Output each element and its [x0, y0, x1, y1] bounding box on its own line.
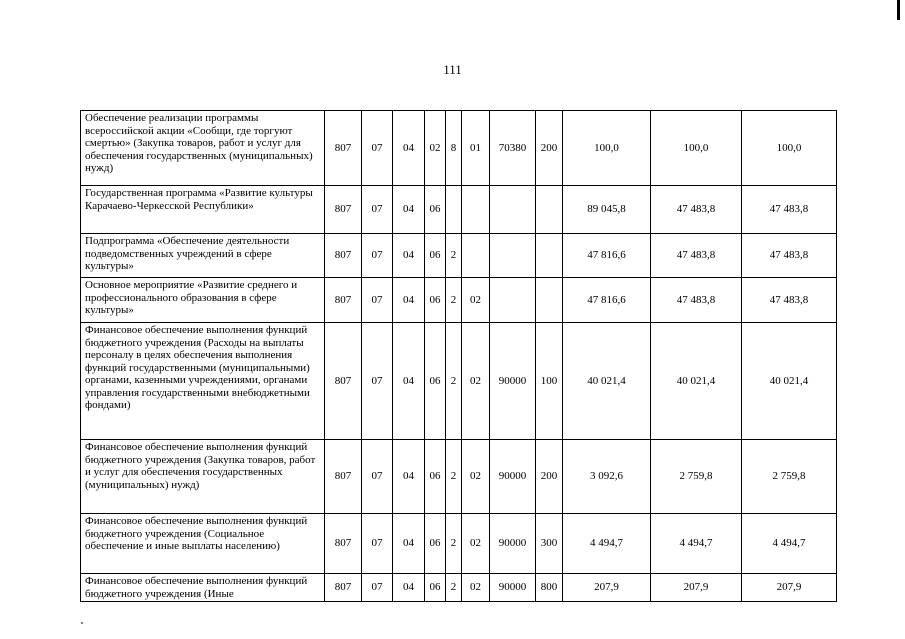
code-direction: 70380 — [490, 111, 536, 186]
code-ministry: 807 — [325, 514, 362, 574]
table-row — [81, 440, 837, 514]
code-main-activity: 01 — [462, 111, 490, 186]
value-year-2: 40 021,4 — [651, 323, 742, 440]
value-year-3: 207,9 — [742, 574, 837, 602]
value-year-3: 47 483,8 — [742, 234, 837, 278]
code-section: 07 — [362, 234, 393, 278]
table-row — [81, 574, 837, 602]
value-year-2: 4 494,7 — [651, 514, 742, 574]
value-year-1: 100,0 — [563, 111, 651, 186]
code-section: 07 — [362, 186, 393, 234]
row-description: Подпрограмма «Обеспечение деятельности подведомственных учреждений в сфере культуры» — [81, 234, 325, 278]
row-description: Основное мероприятие «Развитие среднего и профессионального образования в сфере культуры» — [81, 278, 325, 323]
code-section: 07 — [362, 514, 393, 574]
value-year-2: 100,0 — [651, 111, 742, 186]
code-section: 07 — [362, 111, 393, 186]
row-description: Финансовое обеспечение выполнения функций бюджетного учреждения (Социальное обеспечение и иные выплаты населению) — [81, 514, 325, 574]
code-expense-type — [536, 278, 563, 323]
code-direction — [490, 186, 536, 234]
code-expense-type: 100 — [536, 323, 563, 440]
code-subsection: 04 — [393, 111, 425, 186]
table-row — [81, 111, 837, 186]
scan-dot — [81, 622, 83, 624]
code-ministry: 807 — [325, 574, 362, 602]
code-subprogram: 8 — [446, 111, 462, 186]
code-ministry: 807 — [325, 186, 362, 234]
code-main-activity: 02 — [462, 574, 490, 602]
value-year-2: 47 483,8 — [651, 234, 742, 278]
code-subsection: 04 — [393, 440, 425, 514]
code-subsection: 04 — [393, 323, 425, 440]
table-row — [81, 278, 837, 323]
scan-edge-line — [897, 0, 900, 20]
value-year-1: 207,9 — [563, 574, 651, 602]
code-main-activity: 02 — [462, 514, 490, 574]
value-year-3: 2 759,8 — [742, 440, 837, 514]
code-expense-type — [536, 186, 563, 234]
value-year-1: 40 021,4 — [563, 323, 651, 440]
code-expense-type: 800 — [536, 574, 563, 602]
code-main-activity: 02 — [462, 278, 490, 323]
code-subprogram: 2 — [446, 234, 462, 278]
code-expense-type: 200 — [536, 440, 563, 514]
row-description: Финансовое обеспечение выполнения функций бюджетного учреждения (Закупка товаров, работ и услуг для обеспечения государственных (муниципальных) нужд) — [81, 440, 325, 514]
code-ministry: 807 — [325, 111, 362, 186]
code-subprogram: 2 — [446, 574, 462, 602]
code-section: 07 — [362, 323, 393, 440]
table-row — [81, 514, 837, 574]
code-subprogram: 2 — [446, 440, 462, 514]
code-ministry: 807 — [325, 278, 362, 323]
value-year-1: 3 092,6 — [563, 440, 651, 514]
code-direction: 90000 — [490, 514, 536, 574]
value-year-1: 89 045,8 — [563, 186, 651, 234]
code-subprogram — [446, 186, 462, 234]
code-subsection: 04 — [393, 234, 425, 278]
value-year-2: 207,9 — [651, 574, 742, 602]
value-year-2: 47 483,8 — [651, 278, 742, 323]
page-number: 111 — [443, 62, 462, 77]
code-program: 06 — [425, 323, 446, 440]
code-subsection: 04 — [393, 186, 425, 234]
code-main-activity — [462, 186, 490, 234]
table-body — [81, 111, 837, 602]
code-expense-type: 300 — [536, 514, 563, 574]
code-program: 06 — [425, 574, 446, 602]
row-description: Финансовое обеспечение выполнения функций бюджетного учреждения (Расходы на выплаты персоналу в целях обеспечения выполнения функций государственными (муниципальными) органами, казенными учреждениями, органами управления государственными внебюджетными фондами) — [81, 323, 325, 440]
row-description: Финансовое обеспечение выполнения функций бюджетного учреждения (Иные — [81, 574, 325, 602]
value-year-2: 47 483,8 — [651, 186, 742, 234]
code-subsection: 04 — [393, 278, 425, 323]
value-year-3: 47 483,8 — [742, 186, 837, 234]
code-direction: 90000 — [490, 323, 536, 440]
code-subsection: 04 — [393, 514, 425, 574]
value-year-1: 47 816,6 — [563, 278, 651, 323]
code-subprogram: 2 — [446, 278, 462, 323]
table-row — [81, 323, 837, 440]
code-direction: 90000 — [490, 574, 536, 602]
code-direction — [490, 278, 536, 323]
code-ministry: 807 — [325, 440, 362, 514]
code-subprogram: 2 — [446, 514, 462, 574]
table-row — [81, 186, 837, 234]
value-year-3: 47 483,8 — [742, 278, 837, 323]
table-row — [81, 234, 837, 278]
code-program: 06 — [425, 440, 446, 514]
code-expense-type: 200 — [536, 111, 563, 186]
code-section: 07 — [362, 574, 393, 602]
value-year-2: 2 759,8 — [651, 440, 742, 514]
row-description: Обеспечение реализации программы всероссийской акции «Сообщи, где торгуют смертью» (Закупка товаров, работ и услуг для обеспечения государственных (муниципальных) нужд) — [81, 111, 325, 186]
budget-table — [80, 110, 837, 602]
code-direction: 90000 — [490, 440, 536, 514]
code-main-activity: 02 — [462, 440, 490, 514]
value-year-3: 100,0 — [742, 111, 837, 186]
code-main-activity: 02 — [462, 323, 490, 440]
code-ministry: 807 — [325, 323, 362, 440]
code-section: 07 — [362, 278, 393, 323]
code-program: 06 — [425, 278, 446, 323]
value-year-1: 4 494,7 — [563, 514, 651, 574]
code-direction — [490, 234, 536, 278]
code-program: 06 — [425, 234, 446, 278]
code-subprogram: 2 — [446, 323, 462, 440]
code-ministry: 807 — [325, 234, 362, 278]
value-year-3: 40 021,4 — [742, 323, 837, 440]
value-year-3: 4 494,7 — [742, 514, 837, 574]
row-description: Государственная программа «Развитие культуры Карачаево-Черкесской Республики» — [81, 186, 325, 234]
code-program: 06 — [425, 514, 446, 574]
code-program: 02 — [425, 111, 446, 186]
code-expense-type — [536, 234, 563, 278]
code-subsection: 04 — [393, 574, 425, 602]
value-year-1: 47 816,6 — [563, 234, 651, 278]
code-section: 07 — [362, 440, 393, 514]
code-main-activity — [462, 234, 490, 278]
code-program: 06 — [425, 186, 446, 234]
